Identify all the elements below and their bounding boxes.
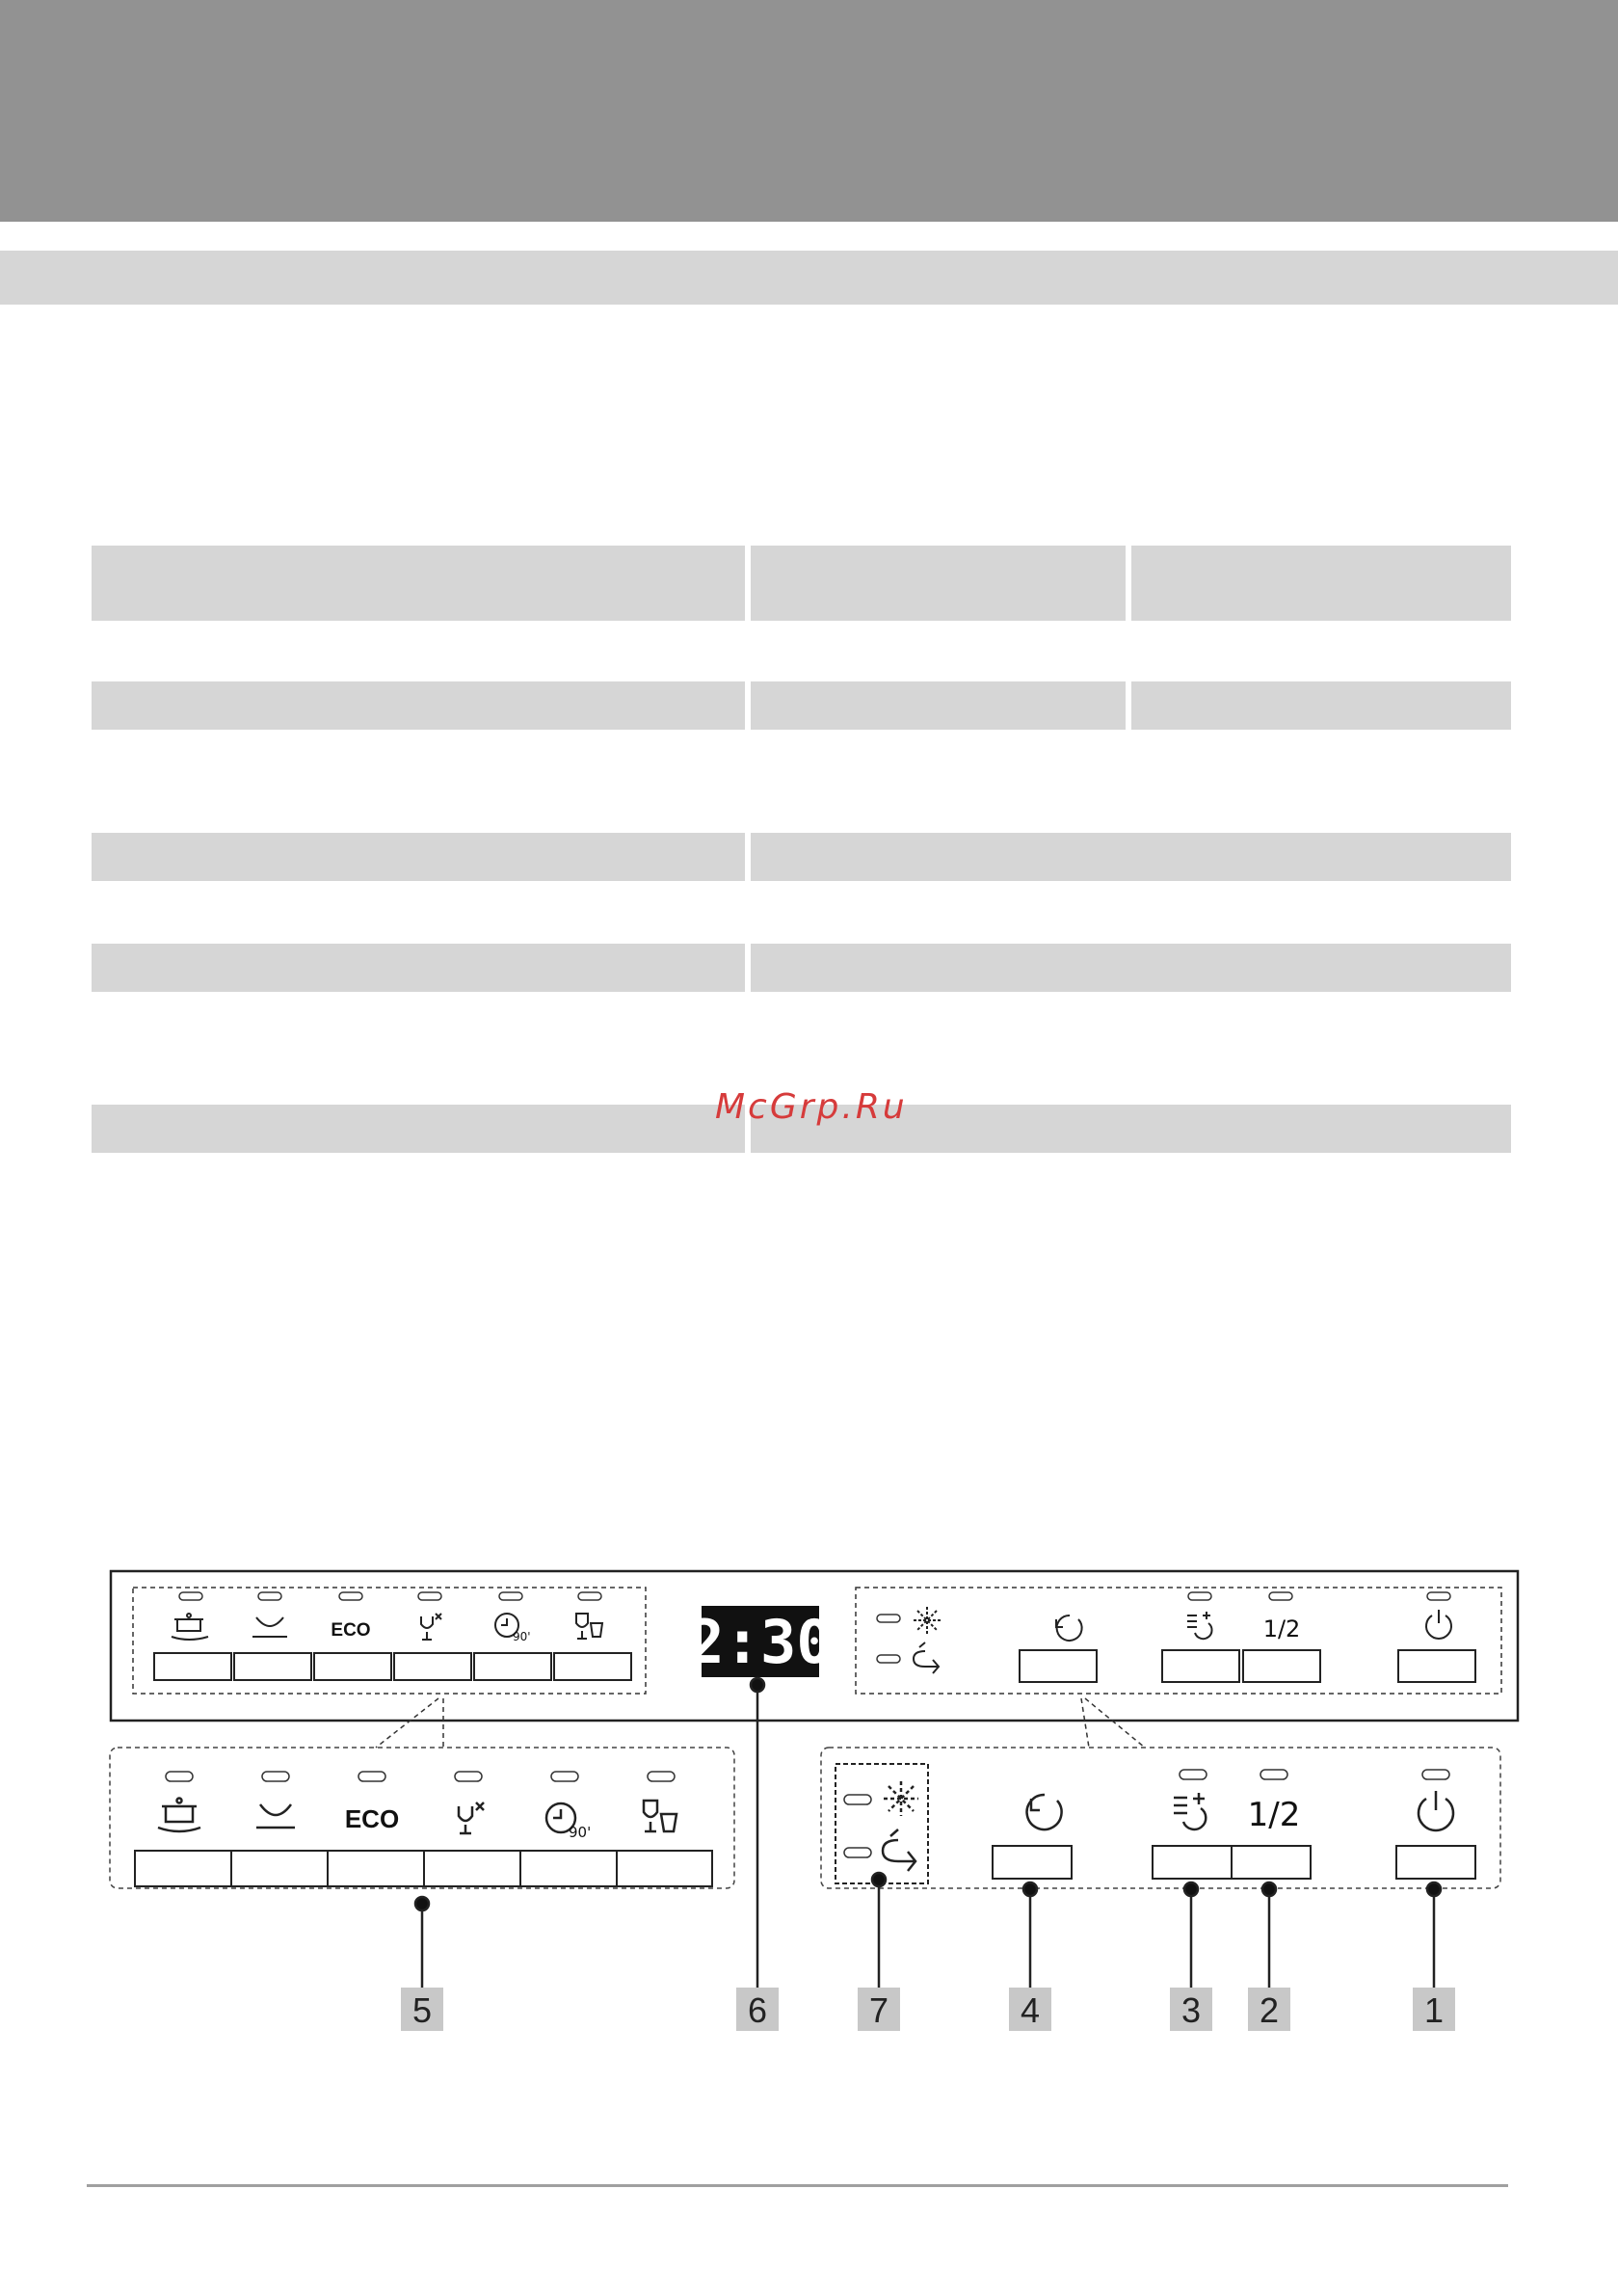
program-button: [520, 1851, 617, 1886]
program-button: [154, 1653, 231, 1680]
eco-label: ECO: [344, 1804, 400, 1833]
zoom-indicator-group: [836, 1764, 928, 1883]
half-load-button: [1232, 1846, 1311, 1879]
program-button: [328, 1851, 424, 1886]
delay-timer-icon: [1027, 1795, 1062, 1829]
program-button: [474, 1653, 551, 1680]
salt-refill-icon: [883, 1829, 915, 1871]
pot-pan-icon: [158, 1799, 200, 1832]
program-button: [394, 1653, 471, 1680]
callout-label: 5: [411, 1990, 433, 2030]
program-button: [135, 1851, 231, 1886]
display-value: 2:30: [688, 1607, 833, 1677]
plate-bowl-icon: [256, 1804, 295, 1828]
footer-rule: [87, 2184, 1508, 2187]
delay-button: [993, 1846, 1072, 1879]
glass-cup-icon: [644, 1801, 676, 1831]
glass-sparkle-icon: [459, 1802, 484, 1833]
svg-text:90': 90': [513, 1630, 531, 1643]
svg-text:90': 90': [569, 1824, 592, 1841]
zoom-option-buttons: [993, 1846, 1475, 1879]
callout-label: 4: [1020, 1990, 1041, 2030]
steam-plus-icon: [1174, 1793, 1206, 1829]
callout-label: 7: [868, 1990, 889, 2030]
watermark-text: McGrp.Ru: [715, 1087, 908, 1127]
power-button: [1396, 1846, 1475, 1879]
zoom-program-buttons: [135, 1851, 712, 1886]
program-button: [554, 1653, 631, 1680]
callout-label: 3: [1180, 1990, 1202, 2030]
half-load-label: 1/2: [1247, 1796, 1301, 1834]
power-button: [1398, 1650, 1475, 1682]
program-button: [234, 1653, 311, 1680]
half-load-label: 1/2: [1262, 1615, 1301, 1642]
half-load-button: [1243, 1650, 1320, 1682]
program-button: [424, 1851, 520, 1886]
power-icon: [1419, 1791, 1453, 1830]
program-button: [314, 1653, 391, 1680]
eco-label: ECO: [331, 1620, 371, 1641]
callout-boxes: [401, 1988, 1455, 2031]
delay-button: [1020, 1650, 1097, 1682]
steam-button: [1153, 1846, 1232, 1879]
program-button: [231, 1851, 328, 1886]
callout-label: 2: [1259, 1990, 1280, 2030]
sparkle-rinse-icon: [884, 1781, 918, 1816]
steam-button: [1162, 1650, 1239, 1682]
callout-label: 1: [1423, 1990, 1445, 2030]
callout-label: 6: [747, 1990, 768, 2030]
clock-90-icon: [546, 1803, 591, 1841]
program-button: [617, 1851, 712, 1886]
option-buttons: [1020, 1650, 1475, 1682]
